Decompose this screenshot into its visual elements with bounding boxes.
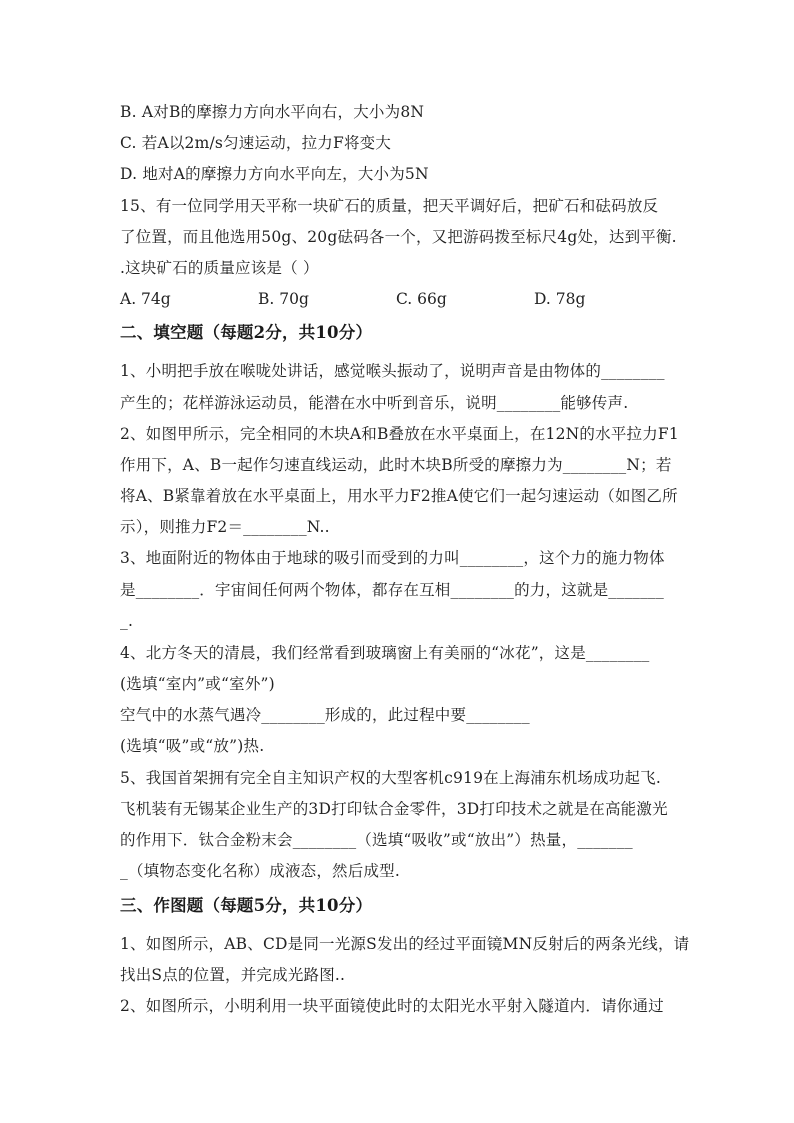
fill-q2-line-1: 2、如图甲所示，完全相同的木块A和B叠放在水平桌面上，在12N的水平拉力F1 — [120, 425, 679, 443]
fill-q1-line-2: 产生的；花样游泳运动员，能潜在水中听到音乐，说明________能够传声. — [120, 394, 629, 412]
fill-q5-line-2: 飞机装有无锡某企业生产的3D打印钛合金零件，3D打印技术之就是在高能激光 — [120, 800, 668, 818]
fill-q4-line-2: (选填“室内”或“室外”) — [120, 675, 275, 693]
option-d-q14: D. 地对A的摩擦力方向水平向左，大小为5N — [120, 165, 429, 183]
question-15-line-2: 了位置，而且他选用50g、20g砝码各一个，又把游码拨至标尺4g处，达到平衡. — [120, 228, 677, 246]
question-15-line-1: 15、有一位同学用天平称一块矿石的质量，把天平调好后，把矿石和砝码放反 — [120, 197, 659, 215]
fill-q1-line-1: 1、小明把手放在喉咙处讲话，感觉喉头振动了，说明声音是由物体的________ — [120, 362, 665, 380]
option-c-q15: C. 66g — [396, 290, 447, 308]
section-heading-fill-blank: 二、填空题（每题2分，共10分） — [120, 323, 373, 342]
fill-q5-line-1: 5、我国首架拥有完全自主知识产权的大型客机c919在上海浦东机场成功起飞. — [120, 769, 661, 787]
option-d-q15: D. 78g — [534, 290, 586, 308]
fill-q4-line-3: 空气中的水蒸气遇冷________形成的，此过程中要________ — [120, 706, 530, 724]
fill-q2-line-2: 作用下，A、B一起作匀速直线运动，此时木块B所受的摩擦力为________N；若 — [120, 456, 672, 474]
fill-q3-line-2: 是________．宇宙间任何两个物体，都存在互相________的力，这就是_______ — [120, 581, 664, 599]
option-b-q14: B. A对B的摩擦力方向水平向右，大小为8N — [120, 103, 425, 121]
fill-q5-line-3: 的作用下．钛合金粉末会________（选填“吸收”或“放出”）热量，_______ — [120, 831, 633, 849]
fill-q3-line-1: 3、地面附近的物体由于地球的吸引而受到的力叫________，这个力的施力物体 — [120, 549, 665, 567]
fill-q4-line-1: 4、北方冬天的清晨，我们经常看到玻璃窗上有美丽的“冰花”，这是________ — [120, 644, 650, 662]
question-15-line-3: .这块矿石的质量应该是（ ） — [120, 259, 319, 277]
option-a-q15: A. 74g — [120, 290, 171, 308]
fill-q4-line-4: (选填“吸”或“放”)热. — [120, 737, 265, 755]
section-heading-drawing: 三、作图题（每题5分，共10分） — [120, 896, 373, 915]
option-b-q15: B. 70g — [258, 290, 309, 308]
fill-q3-line-3: _. — [120, 612, 134, 630]
option-c-q14: C. 若A以2m/s匀速运动，拉力F将变大 — [120, 134, 392, 152]
drawing-q1-line-1: 1、如图所示，AB、CD是同一光源S发出的经过平面镜MN反射后的两条光线，请 — [120, 935, 690, 953]
fill-q2-line-3: 将A、B紧靠着放在水平桌面上，用水平力F2推A使它们一起匀速运动（如图乙所 — [120, 487, 678, 505]
fill-q2-line-4: 示），则推力F2＝________N.. — [120, 518, 330, 536]
fill-q5-line-4: _（填物态变化名称）成液态，然后成型. — [120, 862, 400, 880]
drawing-q2-line-1: 2、如图所示，小明利用一块平面镜使此时的太阳光水平射入隧道内．请你通过 — [120, 997, 664, 1015]
drawing-q1-line-2: 找出S点的位置，并完成光路图.. — [120, 966, 346, 984]
